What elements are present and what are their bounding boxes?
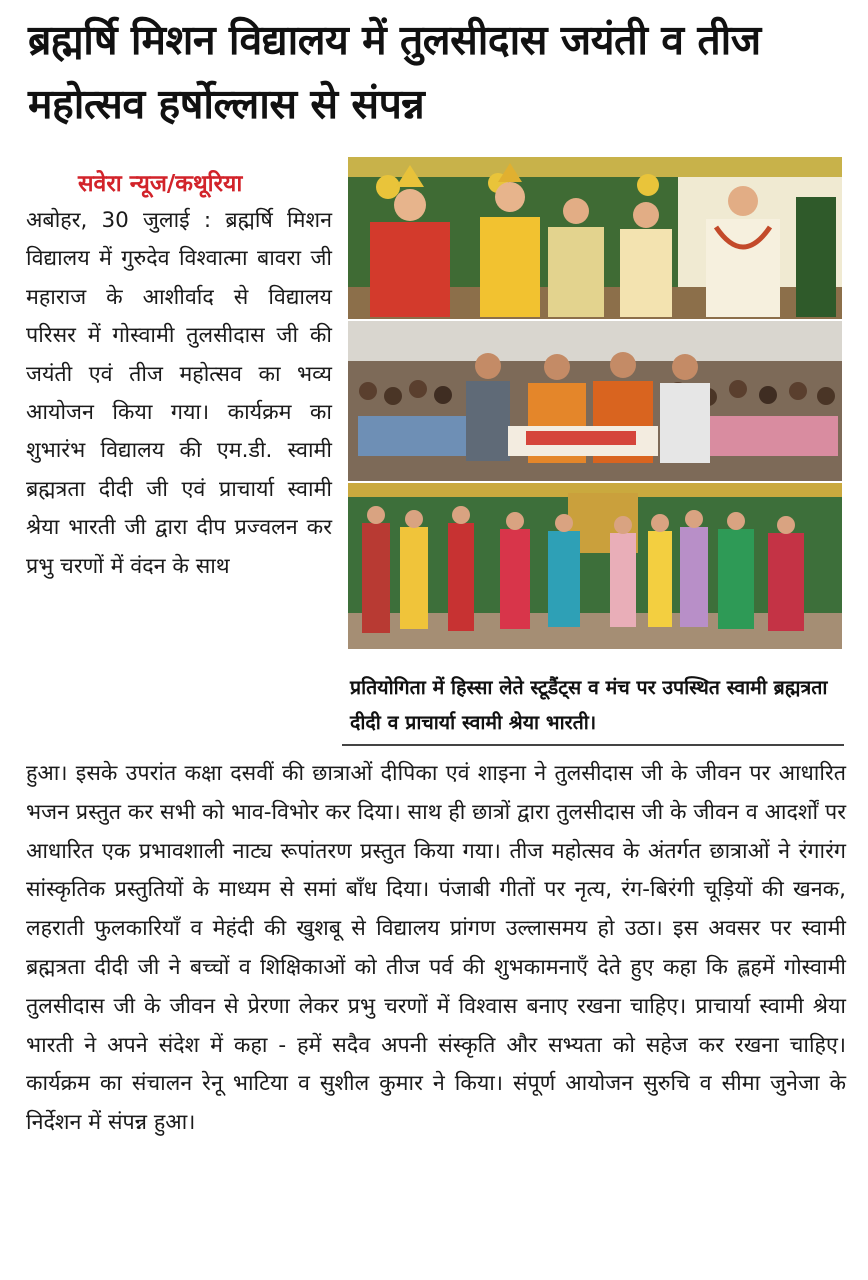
body-paragraph: हुआ। इसके उपरांत कक्षा दसवीं की छात्राओं दीपिका एवं शाइना ने तुलसीदास जी के जीवन पर आधारित भजन प्रस्तुत कर सभी को भाव-विभोर कर दिया। साथ ही छात्रों द्वारा तुलसीदास जी के जीवन व आदर्शों पर आधारित एक प्रभावशाली नाट्य रूपांतरण प्रस्तुत किया गया। तीज महोत्सव के अंतर्गत छात्राओं ने रंगारंग सांस्कृतिक प्रस्तुतियों के माध्यम से समां बाँध दिया। पंजाबी गीतों पर नृत्य, रंग-बिरंगी चूड़ियों की खनक, लहराती फुलकारियाँ व मेहंदी की खुशबू से विद्यालय प्रांगण उल्लासमय हो उठा। इस अवसर पर स्वामी ब्रह्मत्रता दीदी जी ने बच्चों व शिक्षिकाओं को तीज पर्व की शुभकामनाएँ देते हुए कहा कि ह्लहमें गोस्वामी तुलसीदास जी के जीवन से प्रेरणा लेकर प्रभु चरणों में विश्वास बनाए रखना चाहिए। प्राचार्या स्वामी श्रेया भारती ने अपने संदेश में कहा - हमें सदैव अपनी संस्कृति और सभ्यता को सहेज कर रखना चाहिए। कार्यक्रम का संचालन रेनू भाटिया व सुशील कुमार ने किया। संपूर्ण आयोजन सुरुचि व सीमा जुनेजा के निर्देशन में संपन्न हुआ। xyxy=(26,761,846,1136)
news-photo-collage xyxy=(348,157,842,649)
photo-caption: प्रतियोगिता में हिस्सा लेते स्टूडैंट्स व मंच पर उपस्थित स्वामी ब्रह्मत्रता दीदी व प्राचार्या स्वामी श्रेया भारती। xyxy=(350,676,828,734)
photo-teej-dance xyxy=(348,483,842,649)
caption-divider xyxy=(342,744,844,746)
headline: ब्रह्मर्षि मिशन विद्यालय में तुलसीदास जयंती व तीज महोत्सव हर्षोल्लास से संपन्न xyxy=(28,16,761,128)
article-column-text xyxy=(26,202,332,586)
column-paragraph: अबोहर, 30 जुलाई : ब्रह्मर्षि मिशन विद्यालय में गुरुदेव विश्वात्मा बावरा जी महाराज के आशीर्वाद से विद्यालय परिसर में गोस्वामी तुलसीदास जी की जयंती एवं तीज महोत्सव का भव्य आयोजन किया गया। कार्यक्रम का शुभारंभ विद्यालय की एम.डी. स्वामी ब्रह्मत्रता दीदी जी एवं प्राचार्या स्वामी श्रेया भारती जी द्वारा दीप प्रज्वलन कर प्रभु चरणों में वंदन के साथ xyxy=(26,208,332,579)
photo-stage-costumes xyxy=(348,157,842,319)
article-body-text xyxy=(26,755,846,1143)
photo-audience xyxy=(348,321,842,481)
byline: सवेरा न्यूज/कथूरिया xyxy=(78,171,243,197)
